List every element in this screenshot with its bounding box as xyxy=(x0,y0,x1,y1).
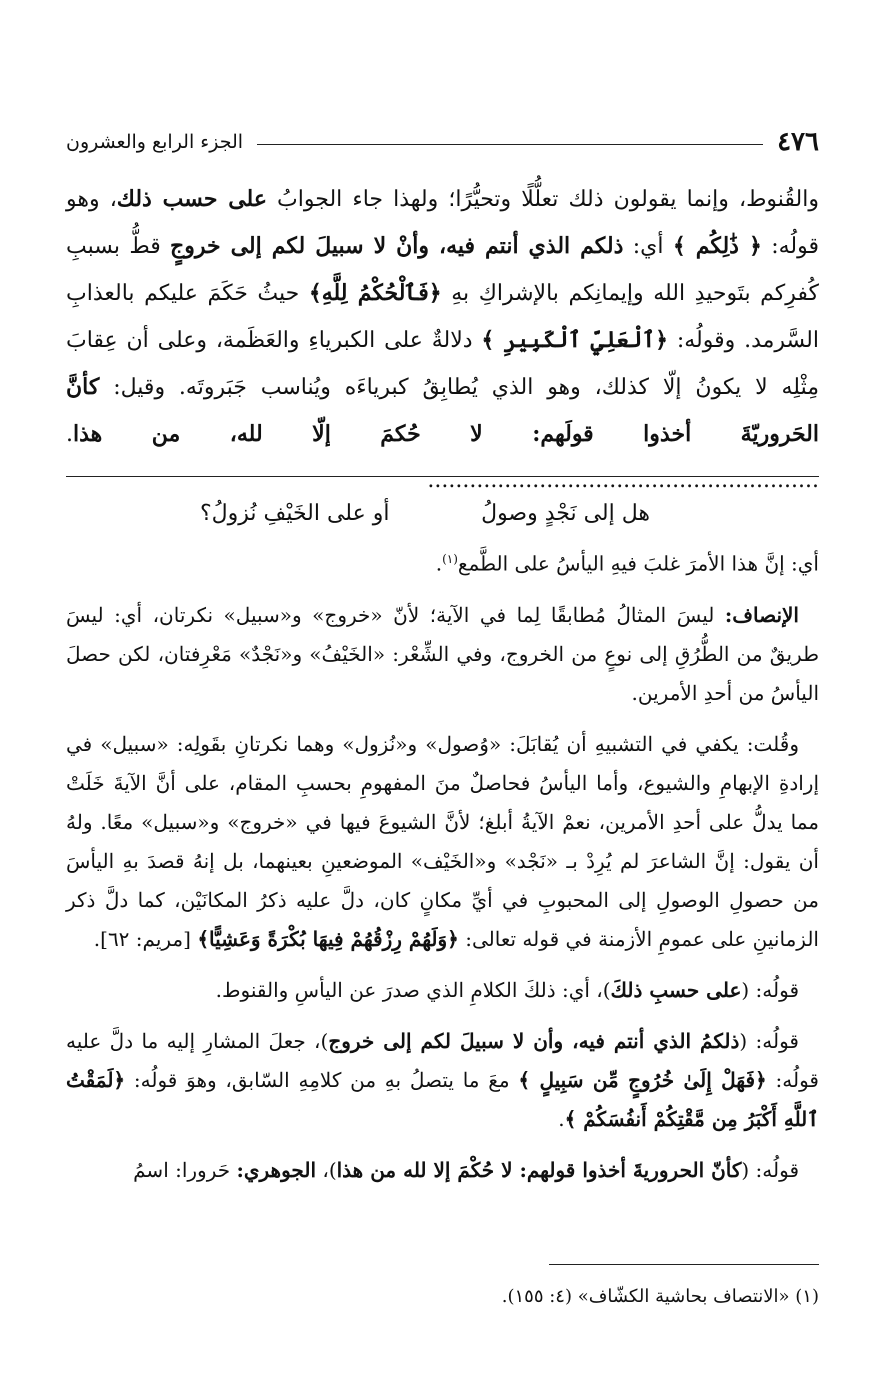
gloss-paragraph xyxy=(66,1151,819,1190)
main-commentary xyxy=(66,176,819,504)
poetry-verse xyxy=(200,494,650,534)
running-header xyxy=(66,122,819,162)
footnote-divider xyxy=(549,1264,819,1265)
main-seg-bold: على حسب ذلك xyxy=(116,186,267,212)
gloss-paragraph xyxy=(66,540,819,584)
gloss-paragraph xyxy=(66,971,819,1010)
main-seg-bold: ذلكم الذي أنتم فيه، وأنْ لا سبيلَ لكم إلى خروجٍ xyxy=(170,233,624,259)
quran-quote: ﴿لَمَقْتُ ٱللَّهِ أَكْبَرُ مِن مَّقْتِكُمْ أَنفُسَكُمْ ﴾ xyxy=(66,1067,819,1131)
footnote: (١) «الانتصاف بحاشية الكشّاف» (٤: ١٥٥). xyxy=(501,1286,819,1307)
gloss-seg-bold: الإنصاف: xyxy=(724,602,799,627)
gloss-seg: حَرورا: اسمُ xyxy=(133,1157,237,1182)
main-seg: قطُّ بسببِ كُفرِكم بتَوحيدِ الله وإيمانِكم بالإشراكِ بهِ xyxy=(66,234,819,306)
gloss-seg: . xyxy=(558,1106,565,1131)
section-divider xyxy=(66,476,819,477)
gloss-seg: قولُه: ( xyxy=(739,1028,799,1053)
gloss-seg: [مريم: ٦٢]. xyxy=(93,926,198,951)
gloss-seg: معَ ما يتصلُ بهِ من كلامِهِ السّابق، وهوَ قولُه: xyxy=(125,1067,519,1092)
quran-quote: ﴿ٱلْعَلِيِّ ٱلْكَبِيرِ ﴾ xyxy=(481,327,668,353)
main-seg: والقُنوط، وإنما يقولون ذلك تعلُّلًا وتحيُّرًا؛ ولهذا جاء الجوابُ xyxy=(266,187,819,212)
gloss-seg-bold: ذلكمُ الذي أنتم فيه، وأن لا سبيلَ لكم إلى خروج xyxy=(328,1028,740,1053)
gloss-paragraph xyxy=(66,725,819,959)
gloss-paragraph xyxy=(66,596,819,713)
gloss-seg: ليسَ المثالُ مُطابقًا لِما في الآية؛ لأنّ «خروج» و«سبيل» نكرتان، أي: ليسَ طريقٌ من الطُّرُقِ إلى نوعٍ من الخروج، وفي الشِّعْر: «الخَيْفُ» و«نَجْدٌ» مَعْرِفتان، لكن حصلَ اليأسُ من أحدِ الأمرين. xyxy=(66,602,819,705)
gloss-seg: )، xyxy=(316,1157,337,1182)
gloss-seg: وقُلت: يكفي في التشبيهِ أن يُقابَلَ: «وُصول» و«نُزول» وهما نكرتانِ بقَولِه: «سبيل» في إرادةِ الإبهامِ والشيوع، وأما اليأسُ فحاصلٌ منَ المفهومِ بحسبِ المقام، على أنَّ الآيةَ خَلَتْ مما يدلُّ على أحدِ الأمرين، نعمْ الآيةُ أبلغ؛ لأنَّ الشيوعَ فيها في «خروج» و«سبيل» معًا. ولهُ أن يقول: إنَّ الشاعرَ لم يُرِدْ بـ «نَجْد» و«الخَيْف» الموضعينِ بعينهما، بل إنهُ قصدَ بهِ اليأسَ من حصولِ الوصولِ إلى المحبوبِ في أيِّ مكانٍ كان، دلَّ عليه ذكرُ المكانَيْن، كما دلَّ ذكر الزمانينِ على عمومِ الأزمنة في قوله تعالى: xyxy=(66,731,819,951)
gloss-commentary xyxy=(66,540,819,1202)
page-number: ٤٧٦ xyxy=(777,127,819,157)
gloss-seg: قولُه: ( xyxy=(741,977,799,1002)
running-title: الجزء الرابع والعشرون xyxy=(66,131,244,153)
main-seg: حيثُ حَكَمَ عليكم بالعذابِ السَّرمد. وقولُه: xyxy=(66,281,819,353)
gloss-seg: )، أي: ذلكَ الكلامِ الذي صدرَ عن اليأسِ والقنوط. xyxy=(215,977,611,1002)
main-paragraph xyxy=(66,176,819,504)
quran-quote: ﴿ ذَٰلِكُم ﴾ xyxy=(672,233,762,259)
verse-hemistich-second: أو على الخَيْفِ نُزولُ؟ xyxy=(200,501,390,526)
header-rule xyxy=(257,144,763,145)
verse-hemistich-first: هل إلى نَجْدٍ وصولُ xyxy=(481,501,650,526)
main-seg: ، وهو قولُه: xyxy=(66,187,819,259)
gloss-seg-bold: الجوهري: xyxy=(236,1157,316,1182)
gloss-seg-bold: كأنّ الحروريةَ أخذوا قولهم: لا حُكْمَ إلا لله من هذا xyxy=(336,1157,742,1182)
footnote-ref: (١) xyxy=(442,552,458,566)
quran-quote: ﴿فَهَلْ إِلَىٰ خُرُوجٍ مِّن سَبِيلٍ ﴾ xyxy=(518,1067,767,1092)
gloss-seg: قولُه: ( xyxy=(741,1157,799,1182)
gloss-paragraph xyxy=(66,1022,819,1139)
gloss-seg: أي: إنَّ هذا الأمرَ غلبَ فيهِ اليأسُ على الطَّمع xyxy=(457,551,819,576)
main-seg-bold: كأنَّ الحَروريّةَ أخذوا قولَهم: لا حُكمَ إلّا لله، من هذا xyxy=(66,374,819,447)
main-seg: دلالةٌ على الكبرياءِ والعَظَمة، وعلى أن عِقابَ مِثْلِه لا يكونُ إلّا كذلك، وهو الذي يُطابِقُ كبرياءَه ويُناسب جَبَروتَه. وقيل: xyxy=(66,328,819,400)
gloss-seg: . xyxy=(435,551,443,576)
quran-quote: ﴿فَٱلْحُكْمُ لِلَّهِ﴾ xyxy=(308,280,442,306)
main-seg: أي: xyxy=(623,234,673,259)
quran-quote: ﴿وَلَهُمْ رِزْقُهُمْ فِيهَا بُكْرَةً وَعَشِيًّا﴾ xyxy=(197,926,459,951)
main-seg: . ........................................................ xyxy=(66,422,819,493)
gloss-seg: )، جعلَ المشارِ إليه ما دلَّ عليه قولُه: xyxy=(66,1028,819,1092)
gloss-seg-bold: على حسبِ ذلكَ xyxy=(610,977,742,1002)
